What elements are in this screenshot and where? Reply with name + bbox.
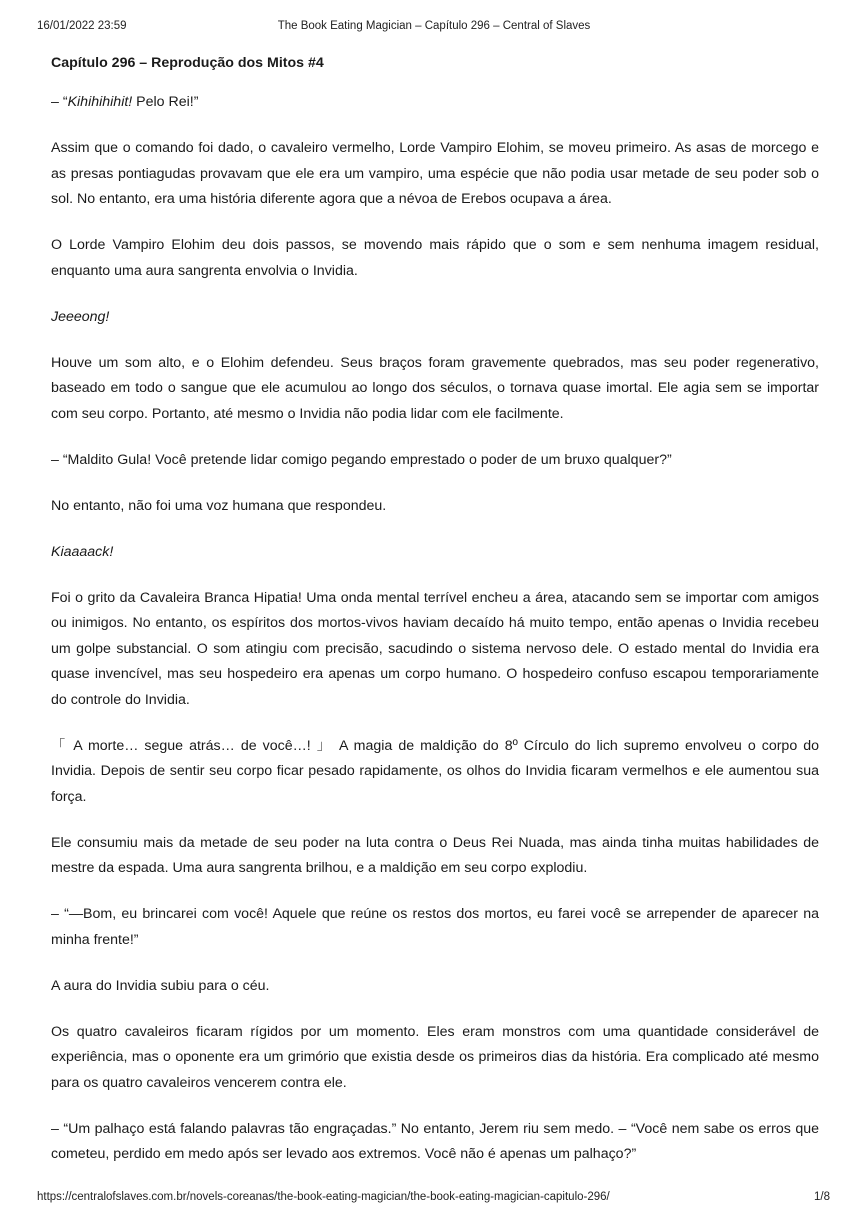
page-number: 1/8 <box>814 1191 830 1203</box>
paragraph: Os quatro cavaleiros ficaram rígidos por um momento. Eles eram monstros com uma quantidade considerável de experiência, mas o oponente era um grimório que existia desde os primeiros dias da história. Era complicado até mesmo para os quatro cavaleiros vencerem contra ele. <box>51 1023 819 1091</box>
chapter-title: Capítulo 296 – Reprodução dos Mitos #4 <box>51 55 324 71</box>
sound-effect: Kihihihihit! <box>67 94 133 110</box>
paragraph: Ele consumiu mais da metade de seu poder na luta contra o Deus Rei Nuada, mas ainda tinha muitas habilidades de mestre da espada. Uma aura sangrenta brilhou, e a maldição em seu corpo explodiu. <box>51 834 819 876</box>
paragraph: Foi o grito da Cavaleira Branca Hipatia! Uma onda mental terrível encheu a área, atacando sem se importar com amigos ou inimigos. No entanto, os espíritos dos mortos-vivos haviam decaído há muito tempo, então apenas o Invidia recebeu um golpe substancial. O som atingiu com precisão, sacudindo o sistema nervoso dele. O estado mental do Invidia era quase invencível, mas seu hospedeiro era apenas um corpo humano. O hospedeiro confuso escapou temporariamente do controle do Invidia. <box>51 589 819 708</box>
dialogue-text: Pelo Rei!” <box>132 94 199 110</box>
sound-effect: Jeeeong! <box>51 308 110 325</box>
print-date: 16/01/2022 23:59 <box>37 20 127 32</box>
paragraph: O Lorde Vampiro Elohim deu dois passos, se movendo mais rápido que o som e sem nenhuma imagem residual, enquanto uma aura sangrenta envolvia o Invidia. <box>51 237 819 279</box>
dialogue-paragraph: – “—Bom, eu brincarei com você! Aquele que reúne os restos dos mortos, eu farei você se arrepender de aparecer na minha frente!” <box>51 906 819 948</box>
paragraph: No entanto, não foi uma voz humana que respondeu. <box>51 497 387 514</box>
dialogue-paragraph: – “Maldito Gula! Você pretende lidar comigo pegando emprestado o poder de um bruxo qualquer?” <box>51 451 672 468</box>
sound-effect: Kiaaaack! <box>51 543 114 560</box>
quote-open: – “ <box>51 94 68 110</box>
sound-effect-paragraph <box>51 540 819 566</box>
print-page-title: The Book Eating Magician – Capítulo 296 – Central of Slaves <box>277 20 591 32</box>
paragraph: 「 A morte… segue atrás… de você…! 」 A magia de maldição do 8º Círculo do lich supremo envolveu o corpo do Invidia. Depois de sentir seu corpo ficar pesado rapidamente, os olhos do Invidia ficaram vermelhos e ele aumentou sua força. <box>51 737 819 805</box>
article-body <box>51 53 819 1188</box>
sound-effect-paragraph <box>51 305 819 331</box>
print-source-url: https://centralofslaves.com.br/novels-coreanas/the-book-eating-magician/the-book-eating-magician-capitulo-296/ <box>37 1191 610 1203</box>
dialogue-paragraph: – “Um palhaço está falando palavras tão engraçadas.” No entanto, Jerem riu sem medo. – “Você nem sabe os erros que cometeu, perdido em medo após ser levado aos extremos. Você não é apenas um palhaço?” <box>51 1120 819 1162</box>
paragraph: A aura do Invidia subiu para o céu. <box>51 977 270 994</box>
dialogue-paragraph <box>51 90 819 116</box>
paragraph: Houve um som alto, e o Elohim defendeu. Seus braços foram gravemente quebrados, mas seu poder regenerativo, baseado em todo o sangue que ele acumulou ao longo dos séculos, o tornava quase imortal. Ele agia sem se importar com seu corpo. Portanto, até mesmo o Invidia não podia lidar com ele facilmente. <box>51 354 819 422</box>
paragraph: Assim que o comando foi dado, o cavaleiro vermelho, Lorde Vampiro Elohim, se moveu primeiro. As asas de morcego e as presas pontiagudas provavam que ele era um vampiro, uma espécie que não podia usar metade de seu poder sob o sol. No entanto, era uma história diferente agora que a névoa de Erebos ocupava a área. <box>51 140 819 207</box>
